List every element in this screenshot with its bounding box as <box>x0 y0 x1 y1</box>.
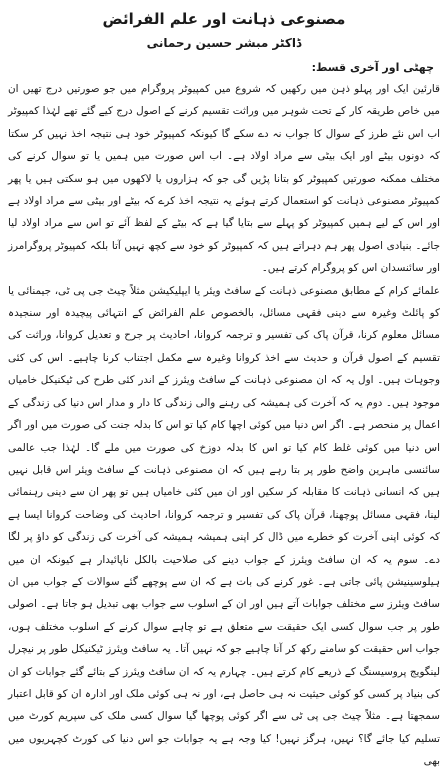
section-label: چھٹی اور آخری قسط: <box>311 61 434 74</box>
article-title: مصنوعی ذہانت اور علم الفرائض <box>102 10 346 28</box>
article-body <box>8 78 440 773</box>
article-author: ڈاکٹر مبشر حسین رحمانی <box>146 36 302 50</box>
article-paragraph: علمائے کرام کے مطابق مصنوعی ذہانت کے سافٹ ویئر یا ایپلیکیشن مثلاً چیٹ جی پی ٹی، جیمنائی یا کو پائلٹ وغیرہ سے دینی فقہی مسائل، بالخصوص علم الفرائض کے انتہائی پیچیدہ اور سنجیدہ مسائل معلوم کرنا، قرآن پاک کی تفسیر و ترجمہ کروانا، احادیث پر جرح و تعدیل کروانا، وراثت کی تقسیم کے اصول قرآن و حدیث سے اخذ کروانا وغیرہ سے مکمل اجتناب کرنا چاہیے۔ اس کی کئی وجوہات ہیں۔ اول یہ کہ ان مصنوعی ذہانت کے سافٹ ویئرز کے اندر کئی طرح کی ٹیکنیکل خامیاں موجود ہیں۔ دوم یہ کہ آخرت کی ہمیشہ کی رہنے والی زندگی کا دار و مدار اس دنیا کی زندگی کے اعمال پر منحصر ہے۔ اگر اس دنیا میں کوئی اچھا کام کیا تو اس کا بدلہ جنت کی صورت میں اور اگر اس دنیا میں کوئی غلط کام کیا تو اس کا بدلہ دوزخ کی صورت میں ملے گا۔ لہٰذا جب عالمی سائنسی ماہرین واضح طور پر بتا رہے ہیں کہ ان مصنوعی ذہانت کے سافٹ ویئر اس قابل نہیں ہیں کہ انسانی ذہانت کا مقابلہ کر سکیں اور ان میں کئی خامیاں ہیں تو پھر ان سے دینی رہنمائی لینا، فقہی مسائل پوچھنا، قرآن پاک کی تفسیر و ترجمہ کروانا، احادیث کی وضاحت کروانا ایسا ہے کہ کوئی اپنی آخرت کو خطرے میں ڈال کر اپنی ہمیشہ ہمیشہ کی آخرت کی زندگی کو داؤ پر لگا دے۔ سوم یہ کہ ان سافٹ ویئرز کے جواب دینے کی صلاحیت بالکل ناپائیدار ہے کیونکہ ان میں ہیلوسینیشن پائی جاتی ہے۔ غور کرنے کی بات ہے کہ ان سے پوچھے گئے سوالات کے جواب میں ان سافٹ ویئرز سے مختلف جوابات آتے ہیں اور ان کے اسلوب سے جواب بھی تبدیل ہو جاتا ہے۔ اصولی طور پر جب سوال کسی ایک حقیقت سے متعلق ہے تو چاہے سوال کرنے کے اسلوب مختلف ہوں، جواب اس حقیقت کو سامنے رکھ کر آنا چاہیے جو کہ نہیں آتا۔ یہ سافٹ ویئرز ٹیکنیکل طور پر نیچرل لینگویج پروسیسنگ کے ذریعے کام کرتے ہیں۔ چہارم یہ کہ ان سافٹ ویئرز کے بتائے گئے جوابات کو ان کی بنیاد پر کسی کو کوئی حیثیت نہ ہی حاصل ہے، اور نہ ہی کوئی ملک اور ادارہ ان کو قابل اعتبار سمجھتا ہے۔ مثلاً چیٹ جی پی ٹی سے اگر کوئی پوچھا گیا سوال کسی ملک کی سپریم کورٹ میں تسلیم کیا جائے گا؟ نہیں، ہرگز نہیں! کیا وجہ ہے یہ جوابات جو اس دنیا کی کورٹ کچہریوں میں بھی <box>8 284 440 768</box>
article-paragraph: قارئین ایک اور پہلو ذہن میں رکھیں کہ شروع میں کمپیوٹر پروگرام میں جو صورتیں درج تھیں ان میں خاص طریقہ کار کے تحت شوہر میں وراثت تقسیم کرنے کے اصول درج کیے گئے تھے لہٰذا کمپیوٹر اب اس نئے طرز کے سوال کا جواب نہ دے سکے گا کیونکہ کمپیوٹر خود ہی نتیجہ اخذ نہیں کر سکتا کہ دونوں بیٹے اور ایک بیٹی سے مراد اولاد ہے۔ اب اس صورت میں ہمیں یا تو سوال کرنے کی مختلف ممکنہ صورتیں کمپیوٹر کو بتانا پڑیں گی جو کہ ہزاروں یا لاکھوں میں ہو سکتی ہیں یا پھر کمپیوٹر مصنوعی ذہانت کو استعمال کرتے ہوئے یہ نتیجہ اخذ کرے کہ بیٹے اور بیٹی سے مراد اولاد ہے اور اس کے لیے ہمیں کمپیوٹر کو پہلے سے بتایا گیا ہے کہ بیٹے کے لفظ آئے تو اس سے مراد اولاد لیا جائے۔ بنیادی اصول پھر ہم دہراتے ہیں کہ کمپیوٹر کو خود سے کچھ نہیں آتا بلکہ کمپیوٹر پروگرامرز اور سائنسدان اس کو پروگرام کرتے ہیں۔ <box>8 83 440 275</box>
